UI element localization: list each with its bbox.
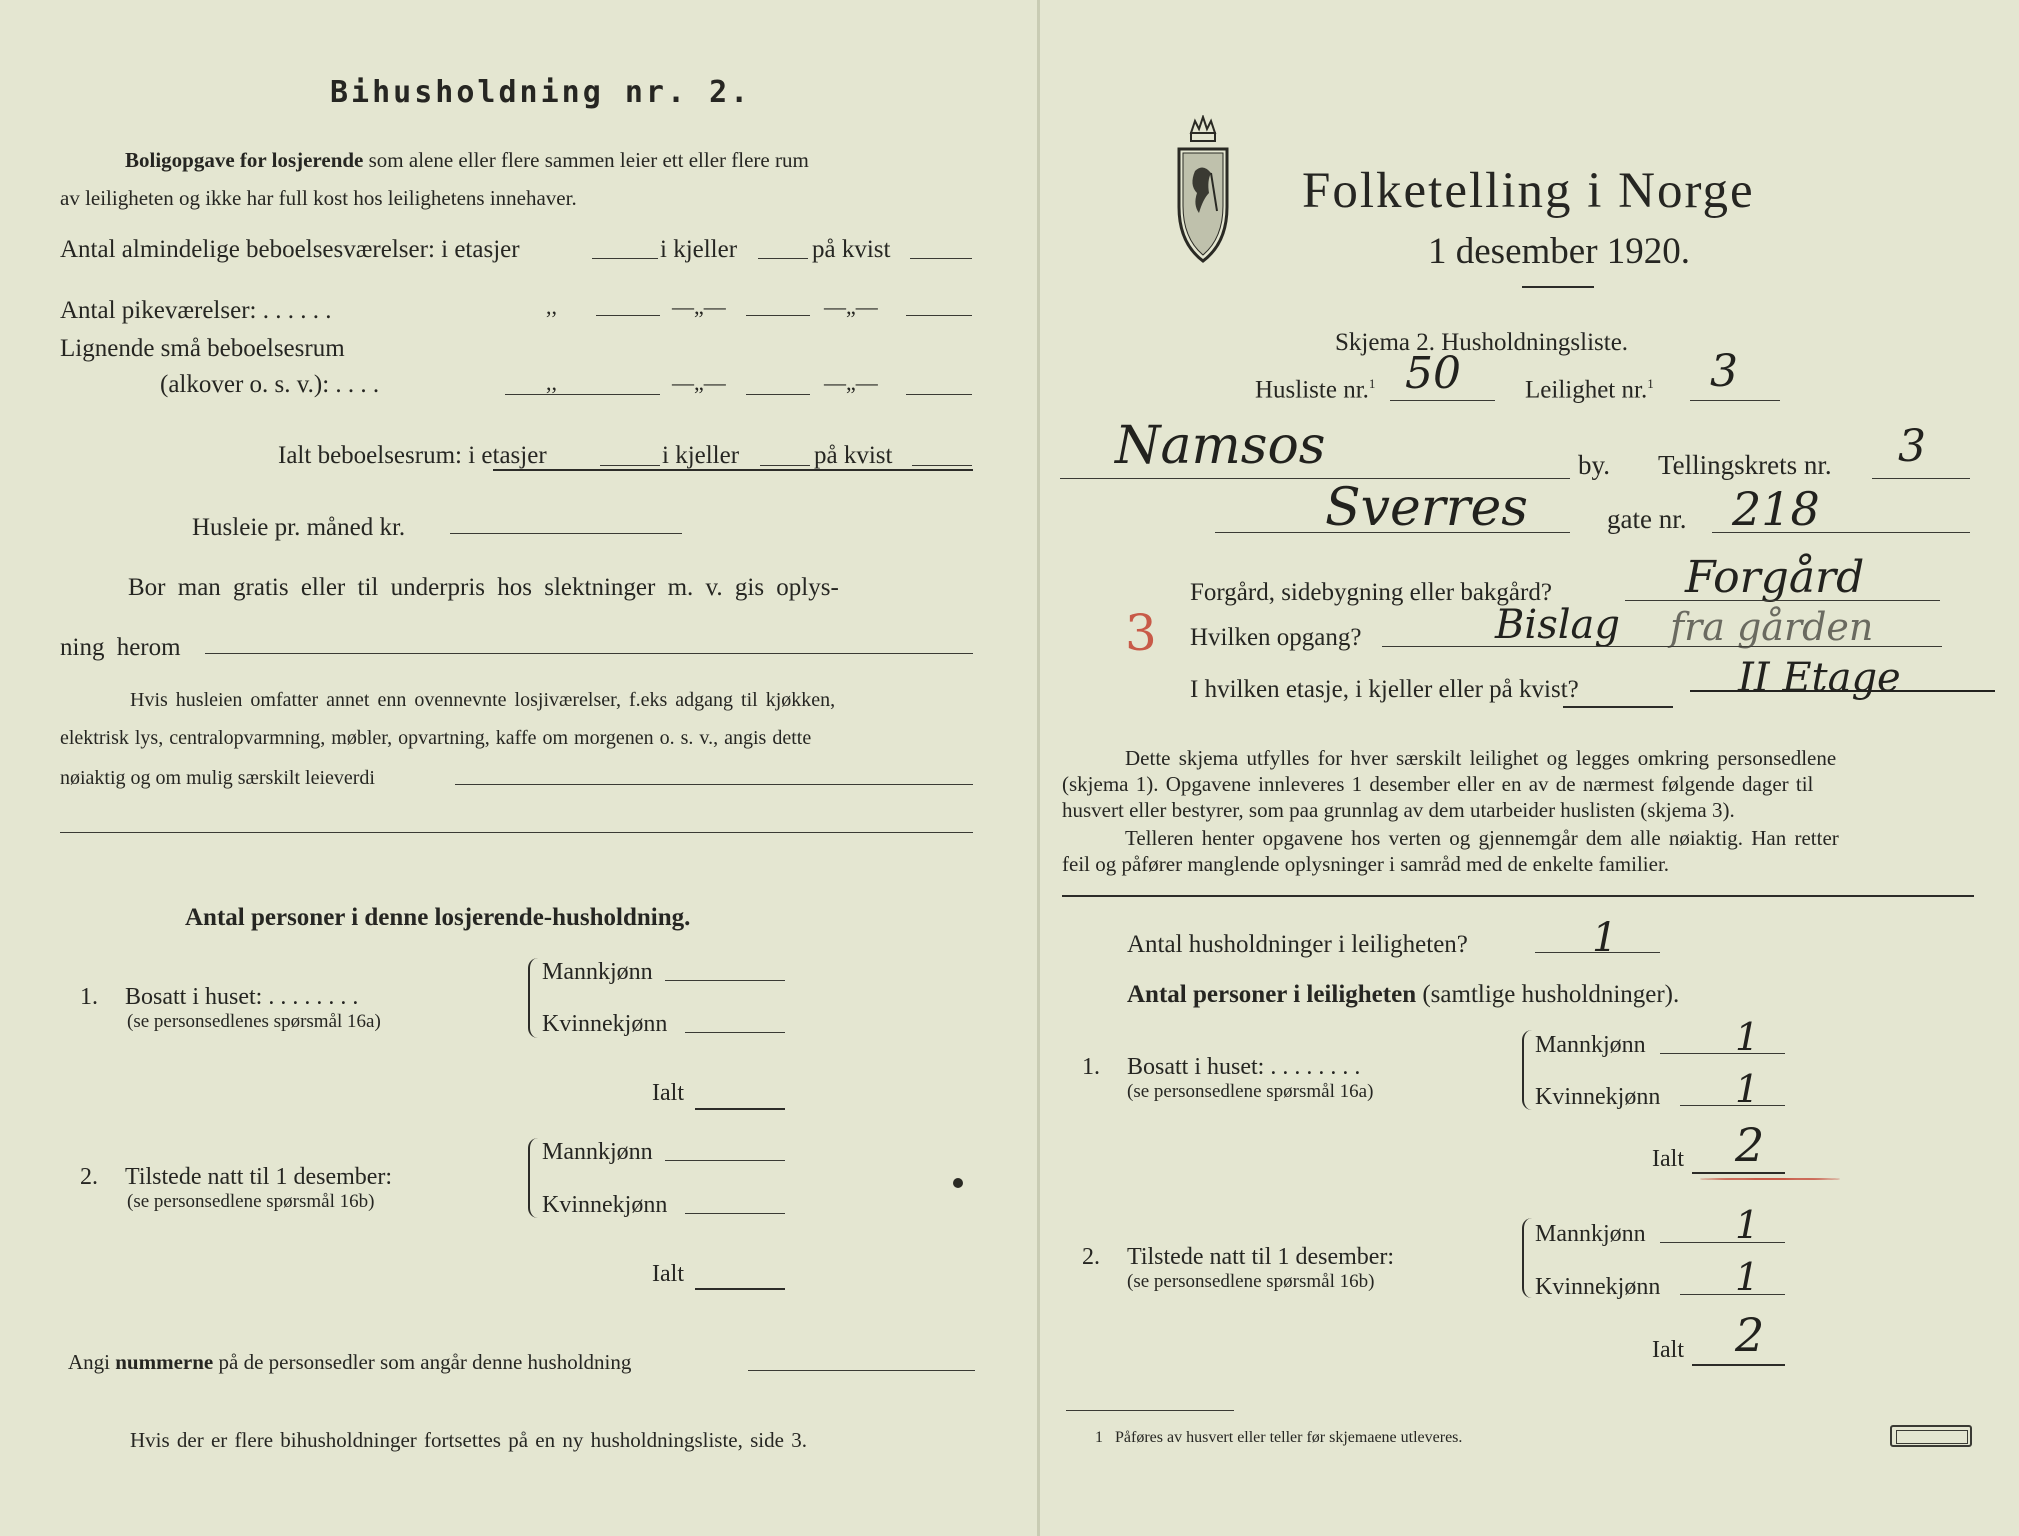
right-q1-mann-value[interactable]: 1 [1735,1015,1760,1059]
antal-pers-rest: (samtlige husholdninger). [1422,981,1680,1008]
ialt-etasjer-field[interactable] [600,465,660,466]
right-q2-number: 2. [1082,1244,1100,1270]
ning-herom-label: ning herom [60,634,181,661]
ialt-i-kjeller-label: i kjeller [662,442,740,469]
hvis-line2: elektrisk lys, centralopvarmning, møbler, opvartning, kaffe om morgenen o. s. v., angis dette [60,727,812,749]
left-intro-line1 [125,150,809,171]
left-q1-sub: (se personsedlenes spørsmål 16a) [127,1011,381,1032]
left-footer: Hvis der er flere bihusholdninger fortsettes på en ny husholdningsliste, side 3. [130,1428,807,1452]
info-line-1: Dette skjema utfylles for hver særskilt leilighet og legges omkring personsedlene [1125,746,1837,770]
left-title: Bihusholdning nr. 2. [330,75,752,110]
husleie-field[interactable] [450,533,682,534]
forgard-label: Forgård, sidebygning eller bakgård? [1190,579,1552,606]
info-divider [1062,895,1974,897]
alkover-ditto-2: —„— [672,370,726,395]
right-q1-mann-field [1660,1053,1785,1054]
right-q2-label: Tilstede natt til 1 desember: [1127,1244,1395,1270]
opgang-field [1382,646,1942,647]
skjema-label: Skjema 2. Husholdningsliste. [1335,329,1629,356]
right-q1-label: Bosatt i huset: . . . . . . . . [1127,1054,1361,1080]
forgard-value[interactable]: Forgård [1685,552,1865,603]
antal-pers-heading [1127,982,1679,1007]
info-line-5: feil og påfører manglende oplysninger i samråd med de enkelte familier. [1062,852,1670,876]
left-q2-label: Tilstede natt til 1 desember: [125,1164,393,1190]
ialt-underline [493,469,973,471]
printer-stamp-icon [1890,1425,1972,1447]
hvis-line3: nøiaktig og om mulig særskilt leieverdi [60,767,375,789]
left-q1-mann-label: Mannkjønn [542,959,653,985]
ialt-paa-kvist-label: på kvist [814,442,893,469]
opgang-value[interactable]: Bislag [1495,602,1620,648]
leieverdi-field[interactable] [455,784,973,785]
left-q1-kvinne-field[interactable] [685,1032,785,1033]
tellingskrets-value[interactable]: 3 [1898,421,1926,472]
alkover-field-2[interactable] [746,394,810,395]
right-q1-brace [1522,1030,1532,1110]
left-q1-brace [528,958,538,1038]
alkover-field-3[interactable] [906,394,972,395]
gate-label: gate nr. [1607,504,1687,534]
footnote-text: Påføres av husvert eller teller før skjemaene utleveres. [1115,1429,1463,1446]
right-q2-mann-value[interactable]: 1 [1735,1203,1760,1247]
leilighet-value[interactable]: 3 [1710,346,1738,397]
antal-hush-label: Antal husholdninger i leiligheten? [1127,931,1468,958]
left-q1-number: 1. [80,984,98,1010]
opgang-margin-mark: 3 [1125,604,1157,662]
antal-hush-field [1535,952,1660,953]
right-q2-mann-field [1660,1242,1785,1243]
angi-field[interactable] [748,1370,975,1371]
intro-bold: Boligopgave for losjerende [125,148,364,172]
husliste-field [1390,400,1495,401]
forgard-field [1625,600,1940,601]
right-q1-ialt-value[interactable]: 2 [1735,1118,1765,1172]
alkover-ditto: ,, [546,370,557,395]
right-q2-brace [1522,1218,1532,1298]
etasje-value[interactable]: II Etage [1738,655,1901,701]
paa-kvist-label: på kvist [812,236,891,263]
left-q1-mann-field[interactable] [665,980,785,981]
bor-man-label: Bor man gratis eller til underpris hos slektninger m. v. gis oplys- [128,574,839,601]
paa-kvist-underline [1563,706,1673,708]
right-q1-ialt-label: Ialt [1652,1146,1684,1172]
etasje-label: I hvilken etasje, i kjeller eller på kvist? [1190,676,1579,703]
footnote-number: 1 [1095,1429,1103,1446]
left-q1-ialt-label: Ialt [652,1080,684,1106]
left-q2-kvinne-field[interactable] [685,1213,785,1214]
tellingskrets-label: Tellingskrets nr. [1658,450,1832,480]
etasje-strike [1690,690,1995,692]
husliste-value[interactable]: 50 [1405,348,1461,399]
ialt-kjeller-field[interactable] [760,465,810,466]
left-q1-kvinne-label: Kvinnekjønn [542,1011,668,1037]
pike-field-2[interactable] [746,315,810,316]
red-check-mark [1700,1178,1840,1180]
angi-bold: nummerne [115,1350,214,1374]
right-date: 1 desember 1920. [1428,231,1691,272]
left-q2-brace [528,1138,538,1218]
herom-field[interactable] [205,653,973,654]
antal-almindelige-label: Antal almindelige beboelsesværelser: i etasjer [60,236,520,263]
info-line-3: husvert eller bestyrer, som paa grunnlag av dem utarbeider huslisten (skjema 3). [1062,798,1735,822]
intro-rest: som alene eller flere sammen leier ett eller flere rum [368,148,809,172]
footnote-rule [1066,1410,1234,1411]
street-field [1215,532,1570,533]
i-kjeller-label: i kjeller [660,236,738,263]
antal-pers-bold: Antal personer i leiligheten [1127,981,1417,1008]
right-q1-ialt-field [1692,1172,1785,1174]
persons-heading-left: Antal personer i denne losjerende-husholdning. [185,904,691,931]
leieverdi-field-2[interactable] [60,832,973,833]
left-q1-ialt-field[interactable] [695,1108,785,1110]
right-q1-mann-label: Mannkjønn [1535,1032,1646,1058]
leilighet-footnote-mark: 1 [1647,376,1654,391]
leilighet-label [1525,377,1654,402]
left-q2-mann-label: Mannkjønn [542,1139,653,1165]
leilighet-text: Leilighet nr. [1525,376,1648,404]
antal-pike-label: Antal pikeværelser: . . . . . . [60,297,332,324]
left-q2-ialt-label: Ialt [652,1261,684,1287]
pike-field-3[interactable] [906,315,972,316]
opgang-value-2[interactable]: fra gården [1670,605,1874,649]
kvist-field[interactable] [910,258,972,259]
husleie-label: Husleie pr. måned kr. [192,514,406,541]
right-q1-kvinne-field [1680,1105,1785,1106]
alkover-label: (alkover o. s. v.): . . . . [160,371,380,398]
lignende-label: Lignende små beboelsesrum [60,335,345,362]
angi-pre: Angi [68,1350,110,1374]
pike-field-1[interactable] [596,315,660,316]
opgang-label: Hvilken opgang? [1190,624,1362,651]
left-q2-number: 2. [80,1164,98,1190]
left-q2-mann-field[interactable] [665,1160,785,1161]
right-q2-kvinne-value[interactable]: 1 [1735,1255,1760,1299]
right-q1-sub: (se personsedlene spørsmål 16a) [1127,1081,1374,1102]
city-value[interactable]: Namsos [1115,416,1326,476]
left-q2-ialt-field[interactable] [695,1288,785,1290]
right-title: Folketelling i Norge [1302,163,1755,219]
etasjer-field[interactable] [592,258,658,259]
right-q2-ialt-value[interactable]: 2 [1735,1308,1765,1362]
right-q1-number: 1. [1082,1054,1100,1080]
footnote [1095,1430,1462,1446]
ink-dot [953,1178,963,1188]
right-q2-mann-label: Mannkjønn [1535,1221,1646,1247]
pike-ditto: ,, [546,294,557,319]
norwegian-coat-of-arms-icon [1173,115,1233,267]
right-q1-kvinne-label: Kvinnekjønn [1535,1084,1661,1110]
right-q2-kvinne-field [1680,1294,1785,1295]
street-value[interactable]: Sverres [1325,478,1528,538]
right-q2-kvinne-label: Kvinnekjønn [1535,1274,1661,1300]
left-q1-label: Bosatt i huset: . . . . . . . . [125,984,359,1010]
pike-ditto-2: —„— [672,294,726,319]
info-line-4: Telleren henter opgavene hos verten og gjennemgår dem alle nøiaktig. Han retter [1125,826,1839,850]
angi-rest: på de personsedler som angår denne husholdning [218,1350,632,1374]
page-fold [1037,0,1040,1536]
husliste-text: Husliste nr. [1255,376,1369,404]
right-q2-ialt-field [1692,1364,1785,1366]
right-q2-ialt-label: Ialt [1652,1337,1684,1363]
alkover-ditto-3: —„— [824,370,878,395]
leilighet-field [1690,400,1780,401]
angi-line [68,1352,631,1373]
ialt-beboelsesrum-label: Ialt beboelsesrum: i etasjer [278,442,547,469]
right-q1-kvinne-value[interactable]: 1 [1735,1067,1760,1111]
info-line-2: (skjema 1). Opgavene innleveres 1 desember eller en av de nærmest følgende dager til [1062,772,1814,796]
by-label: by. [1578,450,1610,480]
tellingskrets-field [1872,478,1970,479]
right-q2-sub: (se personsedlene spørsmål 16b) [1127,1271,1375,1292]
husliste-label [1255,377,1375,402]
gate-field [1712,532,1970,533]
husliste-footnote-mark: 1 [1368,376,1376,391]
left-intro-line2: av leiligheten og ikke har full kost hos leilighetens innehaver. [60,186,577,210]
antal-hush-value[interactable]: 1 [1592,915,1618,961]
left-q2-sub: (se personsedlene spørsmål 16b) [127,1191,375,1212]
kjeller-field[interactable] [758,258,808,259]
date-underline [1522,286,1594,288]
left-q2-kvinne-label: Kvinnekjønn [542,1192,668,1218]
hvis-line1: Hvis husleien omfatter annet enn ovennevnte losjiværelser, f.eks adgang til kjøkken, [130,689,836,711]
gate-value[interactable]: 218 [1732,482,1820,536]
ialt-kvist-field[interactable] [912,465,972,466]
pike-ditto-3: —„— [824,294,878,319]
alkover-field-1[interactable] [505,394,660,395]
